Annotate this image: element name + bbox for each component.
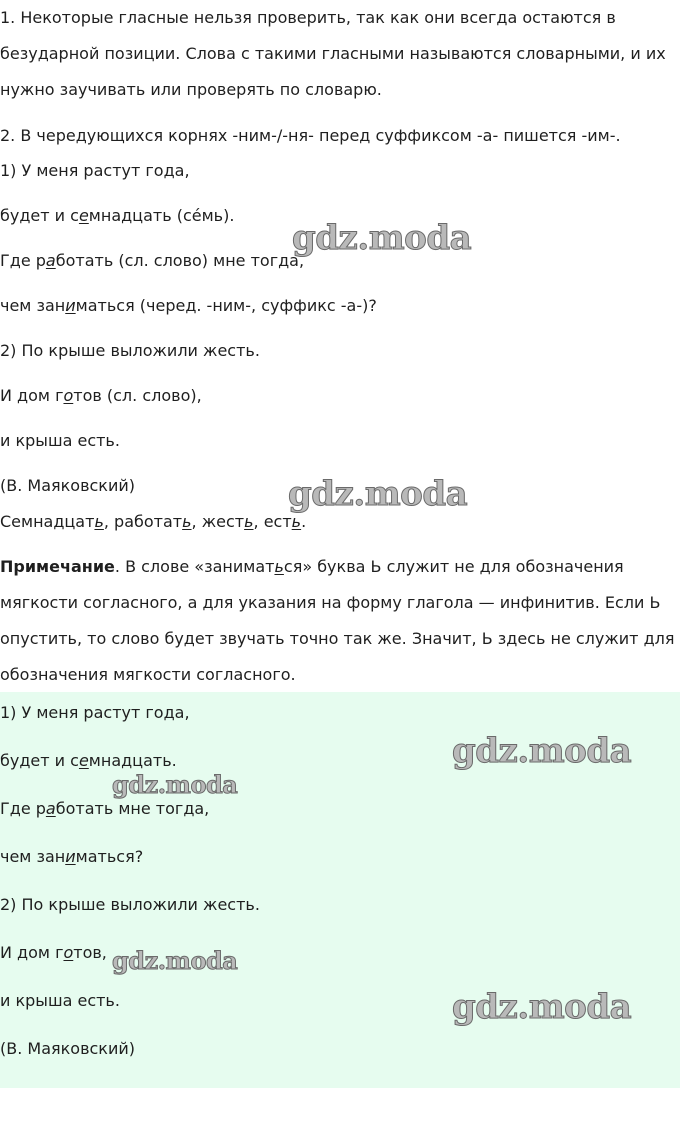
poem-line: 1) У меня растут года, <box>0 161 190 180</box>
watermark: gdz.moda <box>288 474 468 514</box>
answer-poem-line: И дом готов, <box>0 943 107 962</box>
highlighted-letter: о <box>63 943 74 962</box>
answer-poem-line: 1) У меня растут года, <box>0 703 190 722</box>
watermark: gdz.moda <box>112 770 238 799</box>
highlighted-letter: а <box>45 799 56 818</box>
note-line: обозначения мягкости согласного. <box>0 665 296 684</box>
paragraph-1-line: безударной позиции. Слова с такими гласными называются словарными, и их <box>0 44 666 63</box>
note-line: опустить, то слово будет звучать точно так же. Значит, Ь здесь не служит для <box>0 629 675 648</box>
watermark: gdz.moda <box>452 731 632 771</box>
answer-poem-line: будет и семнадцать. <box>0 751 177 770</box>
answer-poem-line: чем заниматься? <box>0 847 144 866</box>
highlighted-letter: о <box>63 386 74 405</box>
highlighted-letter: а <box>45 251 56 270</box>
note-line: Примечание. В слове «заниматься» буква Ь служит не для обозначения <box>0 557 624 576</box>
answer-poem-line: Где работать мне тогда, <box>0 799 210 818</box>
highlighted-letter: и <box>65 847 76 866</box>
soft-sign-words: Семнадцать, работать, жесть, есть. <box>0 512 307 531</box>
note-label: Примечание <box>0 557 115 576</box>
paragraph-1-line: нужно заучивать или проверять по словарю. <box>0 80 382 99</box>
poem-line: И дом готов (сл. слово), <box>0 386 202 405</box>
watermark: gdz.moda <box>452 987 632 1027</box>
highlighted-letter: е <box>78 751 89 770</box>
watermark: gdz.moda <box>292 218 472 258</box>
note-line: мягкости согласного, а для указания на форму глагола — инфинитив. Если Ь <box>0 593 661 612</box>
poem-line: будет и семнадцать (сéмь). <box>0 206 235 225</box>
poem-author: (В. Маяковский) <box>0 476 136 495</box>
poem-line: чем заниматься (черед. -ним-, суффикс -а-)? <box>0 296 377 315</box>
answer-poem-author: (В. Маяковский) <box>0 1039 136 1058</box>
highlighted-letter: е <box>78 206 89 225</box>
answer-poem-line: 2) По крыше выложили жесть. <box>0 895 260 914</box>
answer-poem-line: и крыша есть. <box>0 991 120 1010</box>
watermark: gdz.moda <box>112 946 238 975</box>
paragraph-1-line: 1. Некоторые гласные нельзя проверить, так как они всегда остаются в <box>0 8 616 27</box>
highlighted-letter: и <box>65 296 76 315</box>
poem-line: Где работать (сл. слово) мне тогда, <box>0 251 305 270</box>
poem-line: 2) По крыше выложили жесть. <box>0 341 260 360</box>
paragraph-2: 2. В чередующихся корнях -ним-/-ня- перед суффиксом -а- пишется -им-. <box>0 126 621 145</box>
poem-line: и крыша есть. <box>0 431 120 450</box>
